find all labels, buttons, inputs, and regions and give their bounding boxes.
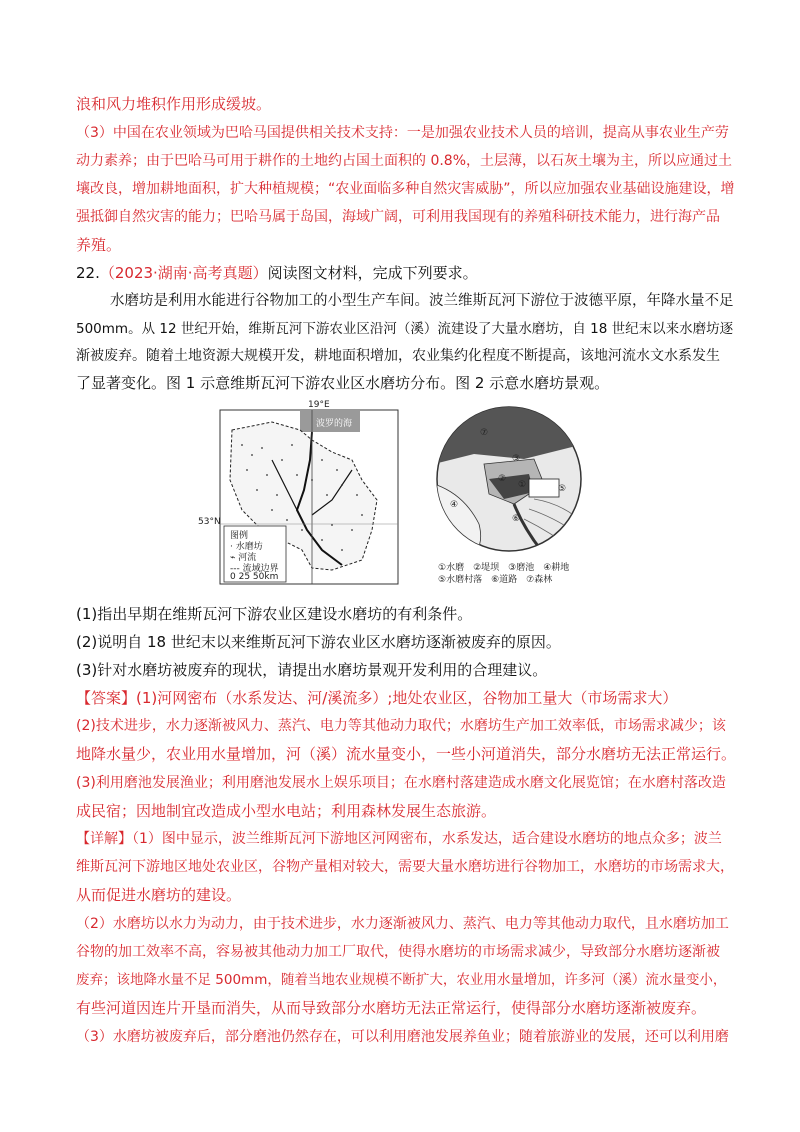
answer-line: (2)技术进步，水力逐渐被风力、蒸汽、电力等其他动力取代；水磨坊生产加工效率低，市场需求减少；该 <box>76 718 726 734</box>
scale-bar: 0 25 50km <box>230 572 279 582</box>
legend-mill: · 水磨坊 <box>230 542 263 552</box>
prev-answer-line: 强抵御自然灾害的能力；巴哈马属于岛国，海域广阔，可利用我国现有的养殖科研技术能力，进行海产品 <box>76 209 720 225</box>
figure-area <box>198 400 596 586</box>
fig2-label-2: ② <box>498 474 507 484</box>
sea-label: 波罗的海 <box>316 419 353 429</box>
answer-line: 地降水量少，农业用水量增加，河（溪）流水量变小，一些小河道消失，部分水磨坊无法正常运行。 <box>76 745 737 763</box>
sub-question-3: (3)针对水磨坊被废弃的现状，请提出水磨坊景观开发利用的合理建议。 <box>76 661 548 679</box>
fig2-label-1: ① <box>518 480 527 490</box>
material-paragraph: 了显著变化。图 1 示意维斯瓦河下游农业区水磨坊分布。图 2 示意水磨坊景观。 <box>76 374 610 392</box>
material-paragraph: 500mm。从 12 世纪开始，维斯瓦河下游农业区沿河（溪）流建设了大量水磨坊，自 18 世纪末以来水磨坊逐 <box>76 321 734 337</box>
sub-question-1: (1)指出早期在维斯瓦河下游农业区建设水磨坊的有利条件。 <box>76 605 473 623</box>
fig2-label-3: ③ <box>512 454 521 464</box>
fig2-label-5: ⑤ <box>558 484 567 494</box>
legend-river: ⌁ 河流 <box>230 553 257 563</box>
figure2-landscape <box>434 404 584 554</box>
latitude-label: 53°N <box>198 517 221 527</box>
sub-question-2: (2)说明自 18 世纪末以来维斯瓦河下游农业区水磨坊逐渐被废弃的原因。 <box>76 633 561 651</box>
detail-line: 有些河道因连片开垦而消失，从而导致部分水磨坊无法正常运行，使得部分水磨坊逐渐被废弃。 <box>76 999 707 1017</box>
question-source: （2023·湖南·高考真题） <box>99 264 268 282</box>
material-paragraph: 渐被废弃。随着土地资源大规模开发，耕地面积增加，农业集约化程度不断提高，该地河流水文水系发生 <box>76 348 720 364</box>
fig2-label-6: ⑥ <box>512 514 521 524</box>
detail-line: 维斯瓦河下游地区地处农业区，谷物产量相对较大，需要大量水磨坊进行谷物加工，水磨坊的市场需求大， <box>76 859 734 875</box>
prev-answer-line: 浪和风力堆积作用形成缓坡。 <box>76 95 272 113</box>
legend-boundary: --- 流域边界 <box>230 564 279 574</box>
boundary-symbol-icon: --- <box>230 564 243 574</box>
answer-line: (3)利用磨池发展渔业；利用磨池发展水上娱乐项目；在水磨村落建造成水磨文化展览馆；在水磨村落改造 <box>76 775 726 791</box>
prev-answer-line: 动力素养；由于巴哈马可用于耕作的土地约占国土面积的 0.8%，土层薄，以石灰土壤为主，所以应通过土 <box>76 153 733 169</box>
answer-line-1: 【答案】(1)河网密布（水系发达、河/溪流多）;地处农业区，谷物加工量大（市场需求大） <box>76 689 678 707</box>
prev-answer-line: 养殖。 <box>76 236 122 254</box>
detail-line: 废弃；该地降水量不足 500mm，随着当地农业规模不断扩大，农业用水量增加，许多河（溪）流水量变小， <box>76 972 727 988</box>
question-prompt: 阅读图文材料，完成下列要求。 <box>267 264 478 282</box>
answer-tag: 【答案】 <box>76 689 137 707</box>
prev-answer-line: （3）中国在农业领域为巴哈马国提供相关技术支持：一是加强农业技术人员的培训，提高从事农业生产劳 <box>76 125 729 141</box>
longitude-label: 19°E <box>308 400 330 410</box>
material-paragraph: 水磨坊是利用水能进行谷物加工的小型生产车间。波兰维斯瓦河下游位于波德平原，年降水量不足 <box>110 293 734 309</box>
river-symbol-icon: ⌁ <box>230 553 239 563</box>
detail-line: 谷物的加工效率不高，容易被其他动力加工厂取代，使得水磨坊的市场需求减少，导致部分水磨坊逐渐被 <box>76 944 720 960</box>
fig2-label-7: ⑦ <box>480 428 489 438</box>
question-number: 22. <box>76 264 100 282</box>
fig2-label-4: ④ <box>450 500 459 510</box>
answer-line: 成民宿；因地制宜改造成小型水电站；利用森林发展生态旅游。 <box>76 802 497 820</box>
mill-symbol-icon: · <box>230 542 236 552</box>
detail-line-1: 【详解】（1）图中显示，波兰维斯瓦河下游地区河网密布，水系发达，适合建设水磨坊的地点众多；波兰 <box>76 831 722 847</box>
prev-answer-line: 壤改良，增加耕地面积，扩大种植规模；“农业面临多种自然灾害威胁”，所以应加强农业基础设施建设，增 <box>76 181 735 197</box>
fig2-legend-row: ⑤水磨村落 ⑥道路 ⑦森林 <box>438 575 553 585</box>
detail-tag: 【详解】 <box>76 831 132 847</box>
question-header <box>76 262 478 284</box>
legend-title: 图例 <box>230 531 249 541</box>
fig2-legend-row: ①水磨 ②堤坝 ③磨池 ④耕地 <box>438 563 570 573</box>
detail-line: 从而促进水磨坊的建设。 <box>76 886 242 904</box>
detail-line: （2）水磨坊以水力为动力，由于技术进步，水力逐渐被风力、蒸汽、电力等其他动力取代，且水磨坊加工 <box>76 916 729 932</box>
detail-line: （3）水磨坊被废弃后，部分磨池仍然存在，可以利用磨池发展养鱼业；随着旅游业的发展，还可以利用磨 <box>76 1029 729 1045</box>
